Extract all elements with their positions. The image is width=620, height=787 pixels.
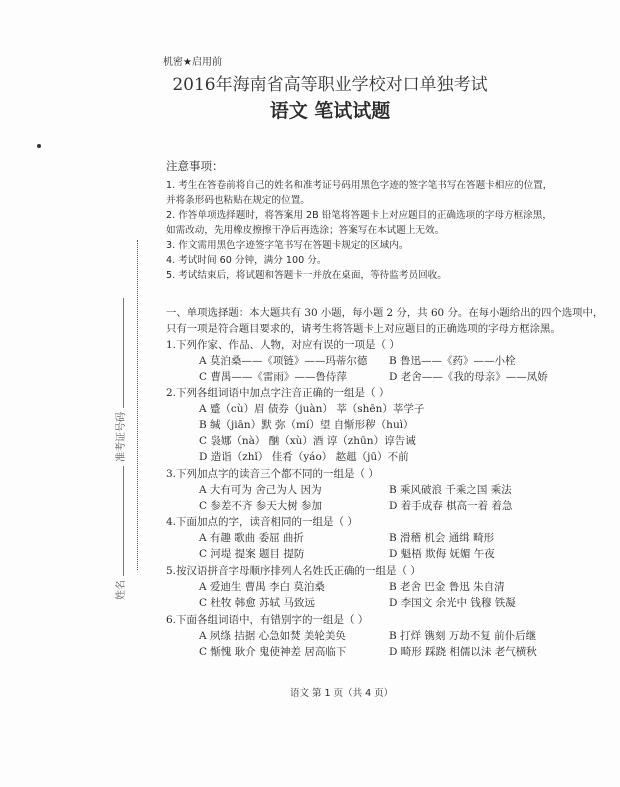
- option-a: A 夙绦 拮据 心急如焚 美轮美奂: [199, 630, 346, 642]
- option-b: B 缄（jiān）默 弥（mí）望 自惭形秽（huì）: [199, 419, 414, 431]
- option-d: D 造诣（zhǐ） 佳肴（yáo） 趑趄（jū）不前: [199, 451, 409, 463]
- option-c: C 惭愧 耿介 鬼使神差 居高临下: [199, 646, 347, 658]
- confidential-label: 机密★启用前: [163, 57, 222, 68]
- option-a: A 有趣 歌曲 委屈 曲折: [199, 532, 304, 544]
- option-c: C 参差不齐 参天大树 参加: [199, 500, 323, 512]
- option-d: D 魁梧 欺侮 妩媚 午夜: [389, 548, 495, 560]
- exam-title: 2016年海南省高等职业学校对口单独考试: [172, 75, 488, 95]
- notice-heading: 注意事项：: [166, 159, 224, 173]
- question-stem: 1.下列作家、作品、人物，对应有误的一项是（ ）: [166, 339, 400, 351]
- notice-item: 5. 考试结束后，将试题和答题卡一并放在桌面，等待监考员回收。: [166, 270, 447, 281]
- name-field: [123, 466, 124, 576]
- option-c: C 河堤 提案 题目 提防: [199, 548, 305, 560]
- question-stem: 2.下列各组词语中加点字注音正确的一组是（ ）: [166, 387, 390, 399]
- id-label: 准考证号码: [116, 412, 127, 462]
- notice-item: 如需改动，先用橡皮擦擦干净后再选涂；答案写在本试题上无效。: [166, 225, 445, 236]
- notice-item: 4. 考试时间 60 分钟，满分 100 分。: [166, 255, 327, 266]
- notice-item: 2. 作答单项选择题时，将答案用 2B 铅笔将答题卡上对应题目的正确选项的字母方框涂黑，: [166, 210, 552, 221]
- question-stem: 5.按汉语拼音字母顺序排列人名姓氏正确的一组是（ ）: [166, 565, 421, 577]
- scan-dot: [37, 144, 41, 148]
- option-b: B 老舍 巴金 鲁迅 朱自清: [389, 581, 505, 593]
- option-c: C 袅娜（nà） 酗（xù）酒 谆（zhūn）谆告诫: [199, 435, 416, 447]
- notice-item: 3. 作文需用黑色字迹签字笔书写在答题卡规定的区域内。: [166, 240, 409, 251]
- option-d: D 老舍——《我的母亲》——凤娇: [389, 371, 548, 383]
- question-stem: 4.下面加点的字，读音相同的一组是（ ）: [166, 516, 358, 528]
- option-b: B 滑稽 机会 通缉 畸形: [389, 532, 495, 544]
- option-b: B 乘风破浪 千乘之国 乘法: [389, 484, 512, 496]
- option-d: D 李国文 余光中 钱穆 铁凝: [389, 597, 516, 609]
- section-instructions-2: 只有一项是符合题目要求的，请考生将答题卡上对应题目的正确选项的字母方框涂黑。: [166, 323, 561, 335]
- notice-item: 1. 考生在答卷前将自己的姓名和准考证号码用黑色字迹的签字笔书写在答题卡相应的位置，: [166, 180, 553, 191]
- option-c: C 曹禺——《雷雨》——鲁侍萍: [199, 371, 347, 383]
- option-a: A 大有可为 舍己为人 因为: [199, 484, 322, 496]
- candidate-info-margin: [112, 294, 127, 600]
- option-a: A 爱迪生 曹禺 李白 莫泊桑: [199, 581, 325, 593]
- name-label: 姓名: [116, 580, 127, 600]
- option-b: B 鲁迅——《药》——小栓: [389, 355, 516, 367]
- option-c: C 杜牧 韩愈 苏轼 马致远: [199, 597, 315, 609]
- option-b: B 打烊 镌刻 万劫不复 前仆后继: [389, 630, 537, 642]
- exam-subtitle: 语文 笔试试题: [269, 100, 391, 122]
- id-field: [123, 298, 124, 408]
- page-footer: 语文 第 1 页（共 4 页）: [290, 688, 394, 699]
- notice-item: 并将条形码也粘贴在规定的位置。: [166, 195, 310, 206]
- section-instructions-1: 一、单项选择题：本大题共有 30 小题，每小题 2 分，共 60 分。在每小题给出的四个选项中，: [166, 307, 604, 319]
- option-d: D 着手成春 棋高一着 着急: [389, 500, 513, 512]
- binding-line: [137, 240, 138, 570]
- option-a: A 莫泊桑——《项链》——玛蒂尔德: [199, 355, 368, 367]
- option-d: D 畸形 踩跷 相儒以沫 老气横秋: [389, 646, 537, 658]
- question-stem: 3.下列加点字的读音三个都不同的一组是（ ）: [166, 468, 379, 480]
- question-stem: 6.下面各组词语中，有错别字的一组是（ ）: [166, 614, 369, 626]
- option-a: A 蹙（cù）眉 债券（juàn） 莘（shēn）莘学子: [199, 403, 425, 415]
